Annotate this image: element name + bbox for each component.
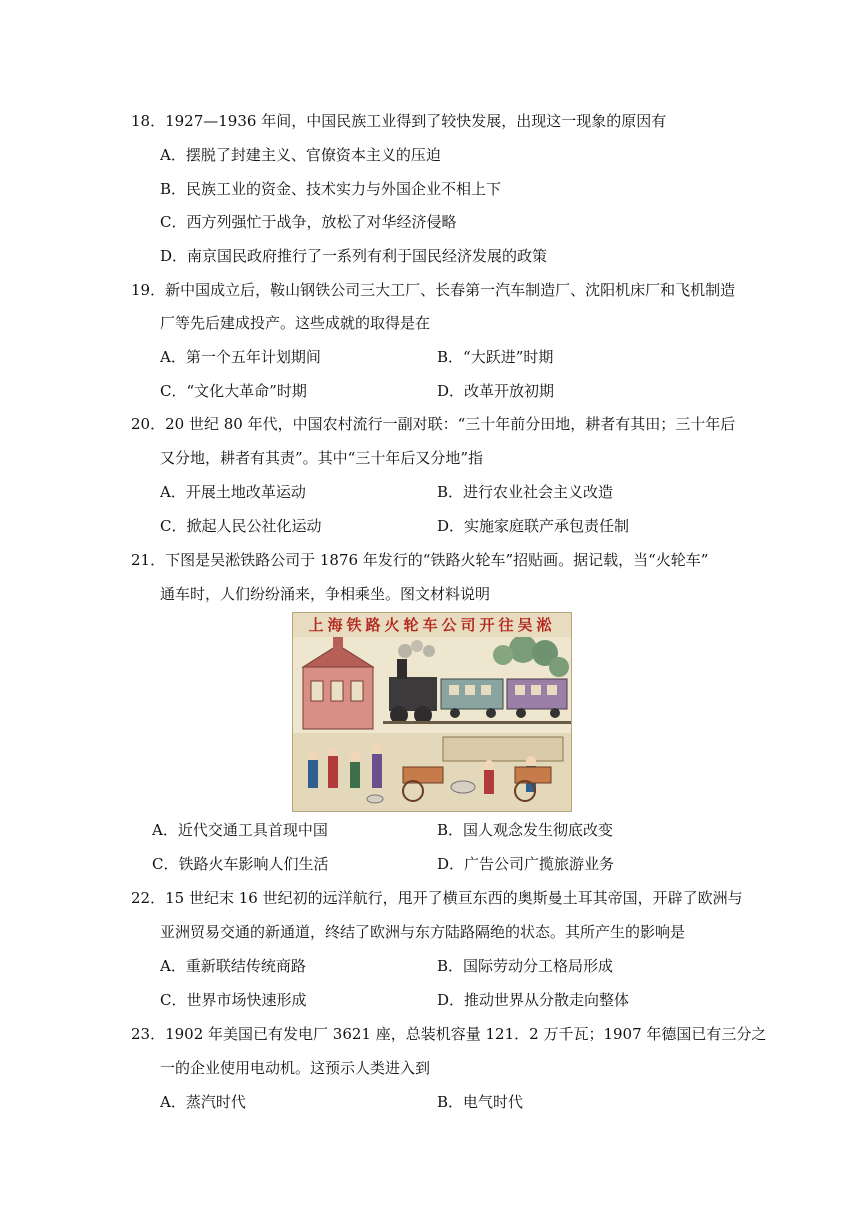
q18-stem-line-1: 18．1927—1936 年间，中国民族工业得到了较快发展，出现这一现象的原因有 <box>131 112 667 130</box>
q21-option-a: A．近代交通工具首现中国 <box>152 821 328 839</box>
q21-stem-line-2: 通车时，人们纷纷涌来，争相乘坐。图文材料说明 <box>160 585 491 603</box>
q21-option-b: B．国人观念发生彻底改变 <box>437 821 614 839</box>
q22-option-c: C．世界市场快速形成 <box>160 991 307 1009</box>
q20-option-d: D．实施家庭联产承包责任制 <box>437 517 630 535</box>
q18-option-b: B．民族工业的资金、技术实力与外国企业不相上下 <box>160 180 502 198</box>
q19-stem-line-2: 厂等先后建成投产。这些成就的取得是在 <box>160 314 431 332</box>
railway-poster-illustration <box>293 637 571 811</box>
q22-option-a: A．重新联结传统商路 <box>160 957 306 975</box>
poster-banner-text: 上海铁路火轮车公司开往吴淞 <box>293 613 571 637</box>
q20-option-c: C．掀起人民公社化运动 <box>160 517 322 535</box>
q21-stem-line-1: 21．下图是吴淞铁路公司于 1876 年发行的“铁路火轮车”招贴画。据记载，当“火轮车” <box>131 551 709 569</box>
q18-option-d: D．南京国民政府推行了一系列有利于国民经济发展的政策 <box>160 247 548 265</box>
q22-option-d: D．推动世界从分散走向整体 <box>437 991 630 1009</box>
q19-option-c: C．“文化大革命”时期 <box>160 382 307 400</box>
q19-stem-line-1: 19．新中国成立后，鞍山钢铁公司三大工厂、长春第一汽车制造厂、沈阳机床厂和飞机制造 <box>131 281 736 299</box>
q19-option-a: A．第一个五年计划期间 <box>160 348 321 366</box>
q22-stem-line-2: 亚洲贸易交通的新通道，终结了欧洲与东方陆路隔绝的状态。其所产生的影响是 <box>160 923 686 941</box>
q20-stem-line-1: 20．20 世纪 80 年代，中国农村流行一副对联：“三十年前分田地，耕者有其田；三十年后 <box>131 415 736 433</box>
q23-stem-line-1: 23．1902 年美国已有发电厂 3621 座，总装机容量 121．2 万千瓦；1907 年德国已有三分之 <box>131 1025 767 1043</box>
q20-stem-line-2: 又分地，耕者有其责”。其中“三十年后又分地”指 <box>160 449 484 467</box>
q19-option-d: D．改革开放初期 <box>437 382 555 400</box>
q23-option-a: A．蒸汽时代 <box>160 1093 246 1111</box>
q18-option-c: C．西方列强忙于战争，放松了对华经济侵略 <box>160 213 457 231</box>
q18-option-a: A．摆脱了封建主义、官僚资本主义的压迫 <box>160 146 441 164</box>
q22-stem-line-1: 22．15 世纪末 16 世纪初的远洋航行，甩开了横亘东西的奥斯曼土耳其帝国，开辟了欧洲与 <box>131 889 743 907</box>
q20-option-a: A．开展土地改革运动 <box>160 483 306 501</box>
q20-option-b: B．进行农业社会主义改造 <box>437 483 614 501</box>
q21-option-d: D．广告公司广揽旅游业务 <box>437 855 615 873</box>
q19-option-b: B．“大跃进”时期 <box>437 348 554 366</box>
q22-option-b: B．国际劳动分工格局形成 <box>437 957 614 975</box>
q23-option-b: B．电气时代 <box>437 1093 524 1111</box>
q23-stem-line-2: 一的企业使用电动机。这预示人类进入到 <box>160 1059 431 1077</box>
railway-poster-image <box>292 612 572 812</box>
q21-option-c: C．铁路火车影响人们生活 <box>152 855 329 873</box>
